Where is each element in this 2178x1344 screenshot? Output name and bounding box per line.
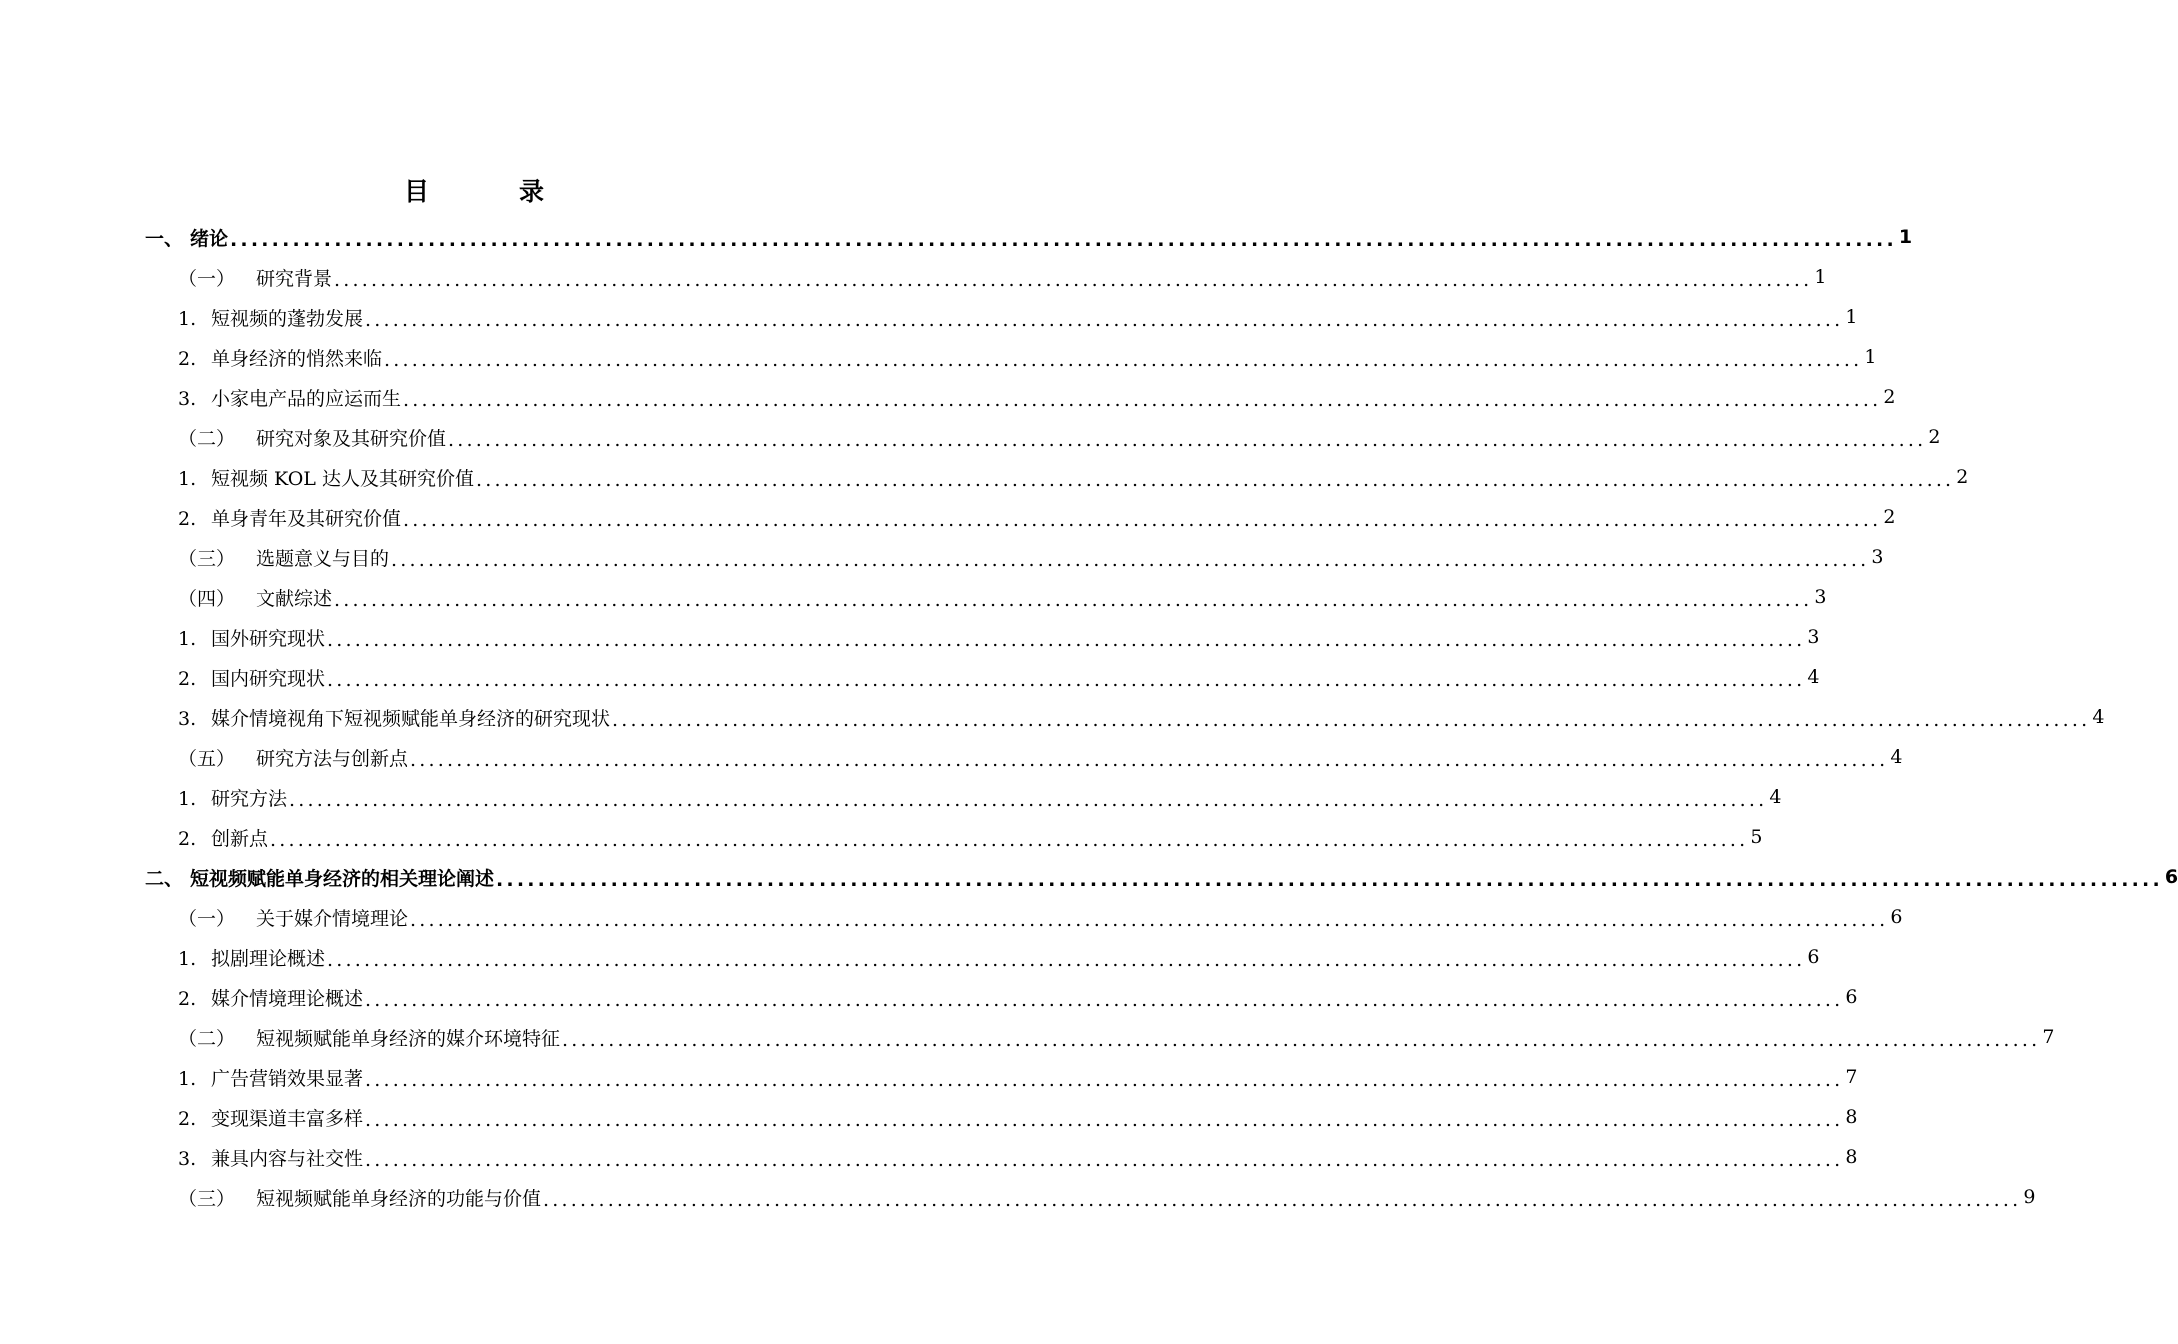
toc-entry-heading — [178, 344, 382, 371]
toc-entry-number: （二） — [178, 427, 236, 450]
toc-page-number: 7 — [2042, 1026, 2055, 1048]
toc-entry-number: 1. — [178, 467, 197, 490]
toc-entry-title: 研究对象及其研究价值 — [256, 427, 447, 450]
toc-dot-leader: ................................................................................................................................................................ — [289, 789, 1768, 811]
toc-dot-leader: ................................................................................................................................................................ — [403, 389, 1882, 411]
toc-entry-title: 拟剧理论概述 — [211, 947, 326, 970]
toc-entry-number: 3. — [178, 1147, 197, 1170]
toc-dot-leader: ................................................................................................................................................................ — [230, 229, 1897, 251]
toc-entry-heading — [178, 1104, 363, 1131]
toc-entry-number: 3. — [178, 707, 197, 730]
toc-entry[interactable] — [178, 537, 1884, 577]
toc-entry-heading — [178, 904, 408, 931]
toc-dot-leader: ................................................................................................................................................................ — [365, 989, 1844, 1011]
toc-page-number: 8 — [1845, 1106, 1858, 1128]
toc-page-number: 6 — [2164, 866, 2178, 888]
toc-entry-heading — [178, 1024, 560, 1051]
toc-entry[interactable] — [178, 1017, 2055, 1057]
toc-entry-number: （一） — [178, 267, 236, 290]
toc-entry-number: 一、 — [145, 227, 184, 250]
toc-entry[interactable] — [178, 1177, 2036, 1217]
toc-entry-heading — [178, 504, 401, 531]
toc-entry-title: 广告营销效果显著 — [211, 1067, 364, 1090]
toc-dot-leader: ................................................................................................................................................................ — [562, 1029, 2041, 1051]
toc-dot-leader: ................................................................................................................................................................ — [365, 1069, 1844, 1091]
toc-page-number: 1 — [1864, 346, 1877, 368]
toc-entry[interactable] — [178, 897, 1903, 937]
toc-entry-number: 3. — [178, 387, 197, 410]
toc-entry-heading — [178, 264, 332, 291]
toc-page-number: 2 — [1883, 506, 1896, 528]
toc-entry-heading — [178, 624, 325, 651]
toc-entry-title: 单身经济的悄然来临 — [211, 347, 383, 370]
toc-entry[interactable] — [178, 577, 1827, 617]
toc-dot-leader: ................................................................................................................................................................ — [391, 549, 1870, 571]
toc-entry[interactable] — [178, 497, 1896, 537]
toc-entry[interactable] — [178, 457, 1969, 497]
toc-dot-leader: ................................................................................................................................................................ — [496, 869, 2163, 891]
toc-entry[interactable] — [178, 977, 1858, 1017]
toc-page-number: 6 — [1807, 946, 1820, 968]
toc-entry-number: （二） — [178, 1027, 236, 1050]
toc-dot-leader: ................................................................................................................................................................ — [612, 709, 2091, 731]
toc-dot-leader: ................................................................................................................................................................ — [365, 1109, 1844, 1131]
toc-entry-title: 小家电产品的应运而生 — [211, 387, 402, 410]
toc-entry-heading — [178, 664, 325, 691]
toc-dot-leader: ................................................................................................................................................................ — [365, 309, 1844, 331]
toc-entry-heading — [178, 784, 287, 811]
toc-entry[interactable] — [178, 417, 1941, 457]
toc-page-number: 4 — [1807, 666, 1820, 688]
toc-entry[interactable] — [178, 1137, 1858, 1177]
toc-page-number: 2 — [1956, 466, 1969, 488]
toc-page-number: 1 — [1814, 266, 1827, 288]
toc-page-number: 5 — [1750, 826, 1763, 848]
toc-entry-number: （一） — [178, 907, 236, 930]
toc-page-number: 3 — [1814, 586, 1827, 608]
toc-entry-number: （五） — [178, 747, 236, 770]
toc-entry-title: 单身青年及其研究价值 — [211, 507, 402, 530]
toc-entry-title: 文献综述 — [256, 587, 333, 610]
toc-entry-number: （三） — [178, 547, 236, 570]
toc-entry-title: 短视频的蓬勃发展 — [211, 307, 364, 330]
toc-dot-leader: ................................................................................................................................................................ — [365, 1149, 1844, 1171]
toc-entry-title: 研究方法与创新点 — [256, 747, 409, 770]
toc-dot-leader: ................................................................................................................................................................ — [475, 469, 1955, 491]
toc-entry[interactable] — [178, 377, 1896, 417]
toc-entry-title: 媒介情境视角下短视频赋能单身经济的研究现状 — [211, 707, 611, 730]
toc-dot-leader: ................................................................................................................................................................ — [327, 629, 1806, 651]
toc-entry-heading — [178, 704, 610, 731]
toc-entry-heading — [178, 1064, 363, 1091]
toc-entry-title: 变现渠道丰富多样 — [211, 1107, 364, 1130]
toc-entry-heading — [178, 464, 474, 491]
toc-entry-number: 1. — [178, 307, 197, 330]
toc-entry[interactable] — [145, 857, 2178, 897]
title-char-right: 录 — [519, 177, 547, 206]
toc-entry-title: 兼具内容与社交性 — [211, 1147, 364, 1170]
toc-entry[interactable] — [178, 737, 1903, 777]
toc-entry-heading — [178, 744, 408, 771]
toc-entry-title: 关于媒介情境理论 — [256, 907, 409, 930]
toc-dot-leader: ................................................................................................................................................................ — [384, 349, 1863, 371]
toc-dot-leader: ................................................................................................................................................................ — [403, 509, 1882, 531]
toc-entry[interactable] — [178, 657, 1820, 697]
toc-entry-heading — [178, 304, 363, 331]
toc-entry[interactable] — [178, 777, 1782, 817]
toc-dot-leader: ................................................................................................................................................................ — [543, 1189, 2022, 1211]
toc-entry-title: 短视频赋能单身经济的功能与价值 — [256, 1187, 542, 1210]
toc-entry-heading — [145, 864, 494, 891]
toc-dot-leader: ................................................................................................................................................................ — [448, 429, 1927, 451]
toc-entry-title: 选题意义与目的 — [256, 547, 390, 570]
toc-entry-number: 2. — [178, 987, 197, 1010]
toc-entry-title: 短视频赋能单身经济的媒介环境特征 — [256, 1027, 561, 1050]
toc-entry-heading — [178, 824, 268, 851]
toc-entry-number: 2. — [178, 1107, 197, 1130]
toc-page-number: 9 — [2023, 1186, 2036, 1208]
toc-entry-heading — [178, 424, 446, 451]
toc-entry-title: 研究背景 — [256, 267, 333, 290]
toc-entry-number: （四） — [178, 587, 236, 610]
toc-entry-title: 短视频赋能单身经济的相关理论阐述 — [190, 867, 495, 890]
toc-entry[interactable] — [145, 217, 1913, 257]
toc-entry[interactable] — [178, 257, 1827, 297]
toc-entry[interactable] — [178, 617, 1820, 657]
toc-entry[interactable] — [178, 697, 2105, 737]
toc-entry-number: 1. — [178, 947, 197, 970]
toc-entry-number: 2. — [178, 347, 197, 370]
toc-dot-leader: ................................................................................................................................................................ — [410, 909, 1889, 931]
toc-entry-number: 2. — [178, 827, 197, 850]
toc-entry-heading — [178, 984, 363, 1011]
toc-page-number: 1 — [1845, 306, 1858, 328]
toc-entry-number: 1. — [178, 1067, 197, 1090]
title-char-left: 目 — [403, 177, 431, 206]
toc-page-number: 2 — [1883, 386, 1896, 408]
toc-entry-title: 媒介情境理论概述 — [211, 987, 364, 1010]
toc-entry[interactable] — [178, 1057, 1858, 1097]
toc-entry-title: 创新点 — [211, 827, 269, 850]
toc-entry-title: 研究方法 — [211, 787, 288, 810]
toc-page-number: 2 — [1928, 426, 1941, 448]
toc-entry[interactable] — [178, 937, 1820, 977]
toc-entry-heading — [178, 384, 401, 411]
toc-entry-heading — [178, 1184, 541, 1211]
toc-entry-number: 2. — [178, 507, 197, 530]
toc-dot-leader: ................................................................................................................................................................ — [270, 829, 1749, 851]
toc-page-number: 7 — [1845, 1066, 1858, 1088]
toc-entry-title: 国内研究现状 — [211, 667, 326, 690]
page-title — [0, 172, 950, 208]
toc-entry[interactable] — [178, 337, 1877, 377]
toc-dot-leader: ................................................................................................................................................................ — [410, 749, 1889, 771]
toc-entry-number: （三） — [178, 1187, 236, 1210]
toc-page-number: 6 — [1845, 986, 1858, 1008]
toc-page-number: 1 — [1898, 226, 1913, 248]
toc-entry-title: 绪论 — [190, 227, 229, 250]
toc-entry-number: 2. — [178, 667, 197, 690]
toc-entry[interactable] — [178, 1097, 1858, 1137]
toc-dot-leader: ................................................................................................................................................................ — [334, 269, 1813, 291]
toc-entry-number: 1. — [178, 627, 197, 650]
toc-entry[interactable] — [178, 297, 1858, 337]
toc-entry-heading — [145, 224, 228, 251]
toc-page-number: 8 — [1845, 1146, 1858, 1168]
toc-page-number: 4 — [1890, 746, 1903, 768]
toc-entry-heading — [178, 544, 389, 571]
toc-page-number: 3 — [1871, 546, 1884, 568]
toc-entry-heading — [178, 944, 325, 971]
toc-page-number: 4 — [2092, 706, 2105, 728]
toc-page-number: 4 — [1769, 786, 1782, 808]
toc-page-number: 6 — [1890, 906, 1903, 928]
toc-page-number: 3 — [1807, 626, 1820, 648]
toc-entry-number: 二、 — [145, 867, 184, 890]
toc-entry-title: 短视频 KOL 达人及其研究价值 — [211, 467, 474, 490]
toc-entry-number: 1. — [178, 787, 197, 810]
toc-entry-title: 国外研究现状 — [211, 627, 326, 650]
toc-dot-leader: ................................................................................................................................................................ — [334, 589, 1813, 611]
toc-entry-heading — [178, 1144, 363, 1171]
toc-entry[interactable] — [178, 817, 1763, 857]
toc-dot-leader: ................................................................................................................................................................ — [327, 669, 1806, 691]
toc-dot-leader: ................................................................................................................................................................ — [327, 949, 1806, 971]
toc-entry-heading — [178, 584, 332, 611]
